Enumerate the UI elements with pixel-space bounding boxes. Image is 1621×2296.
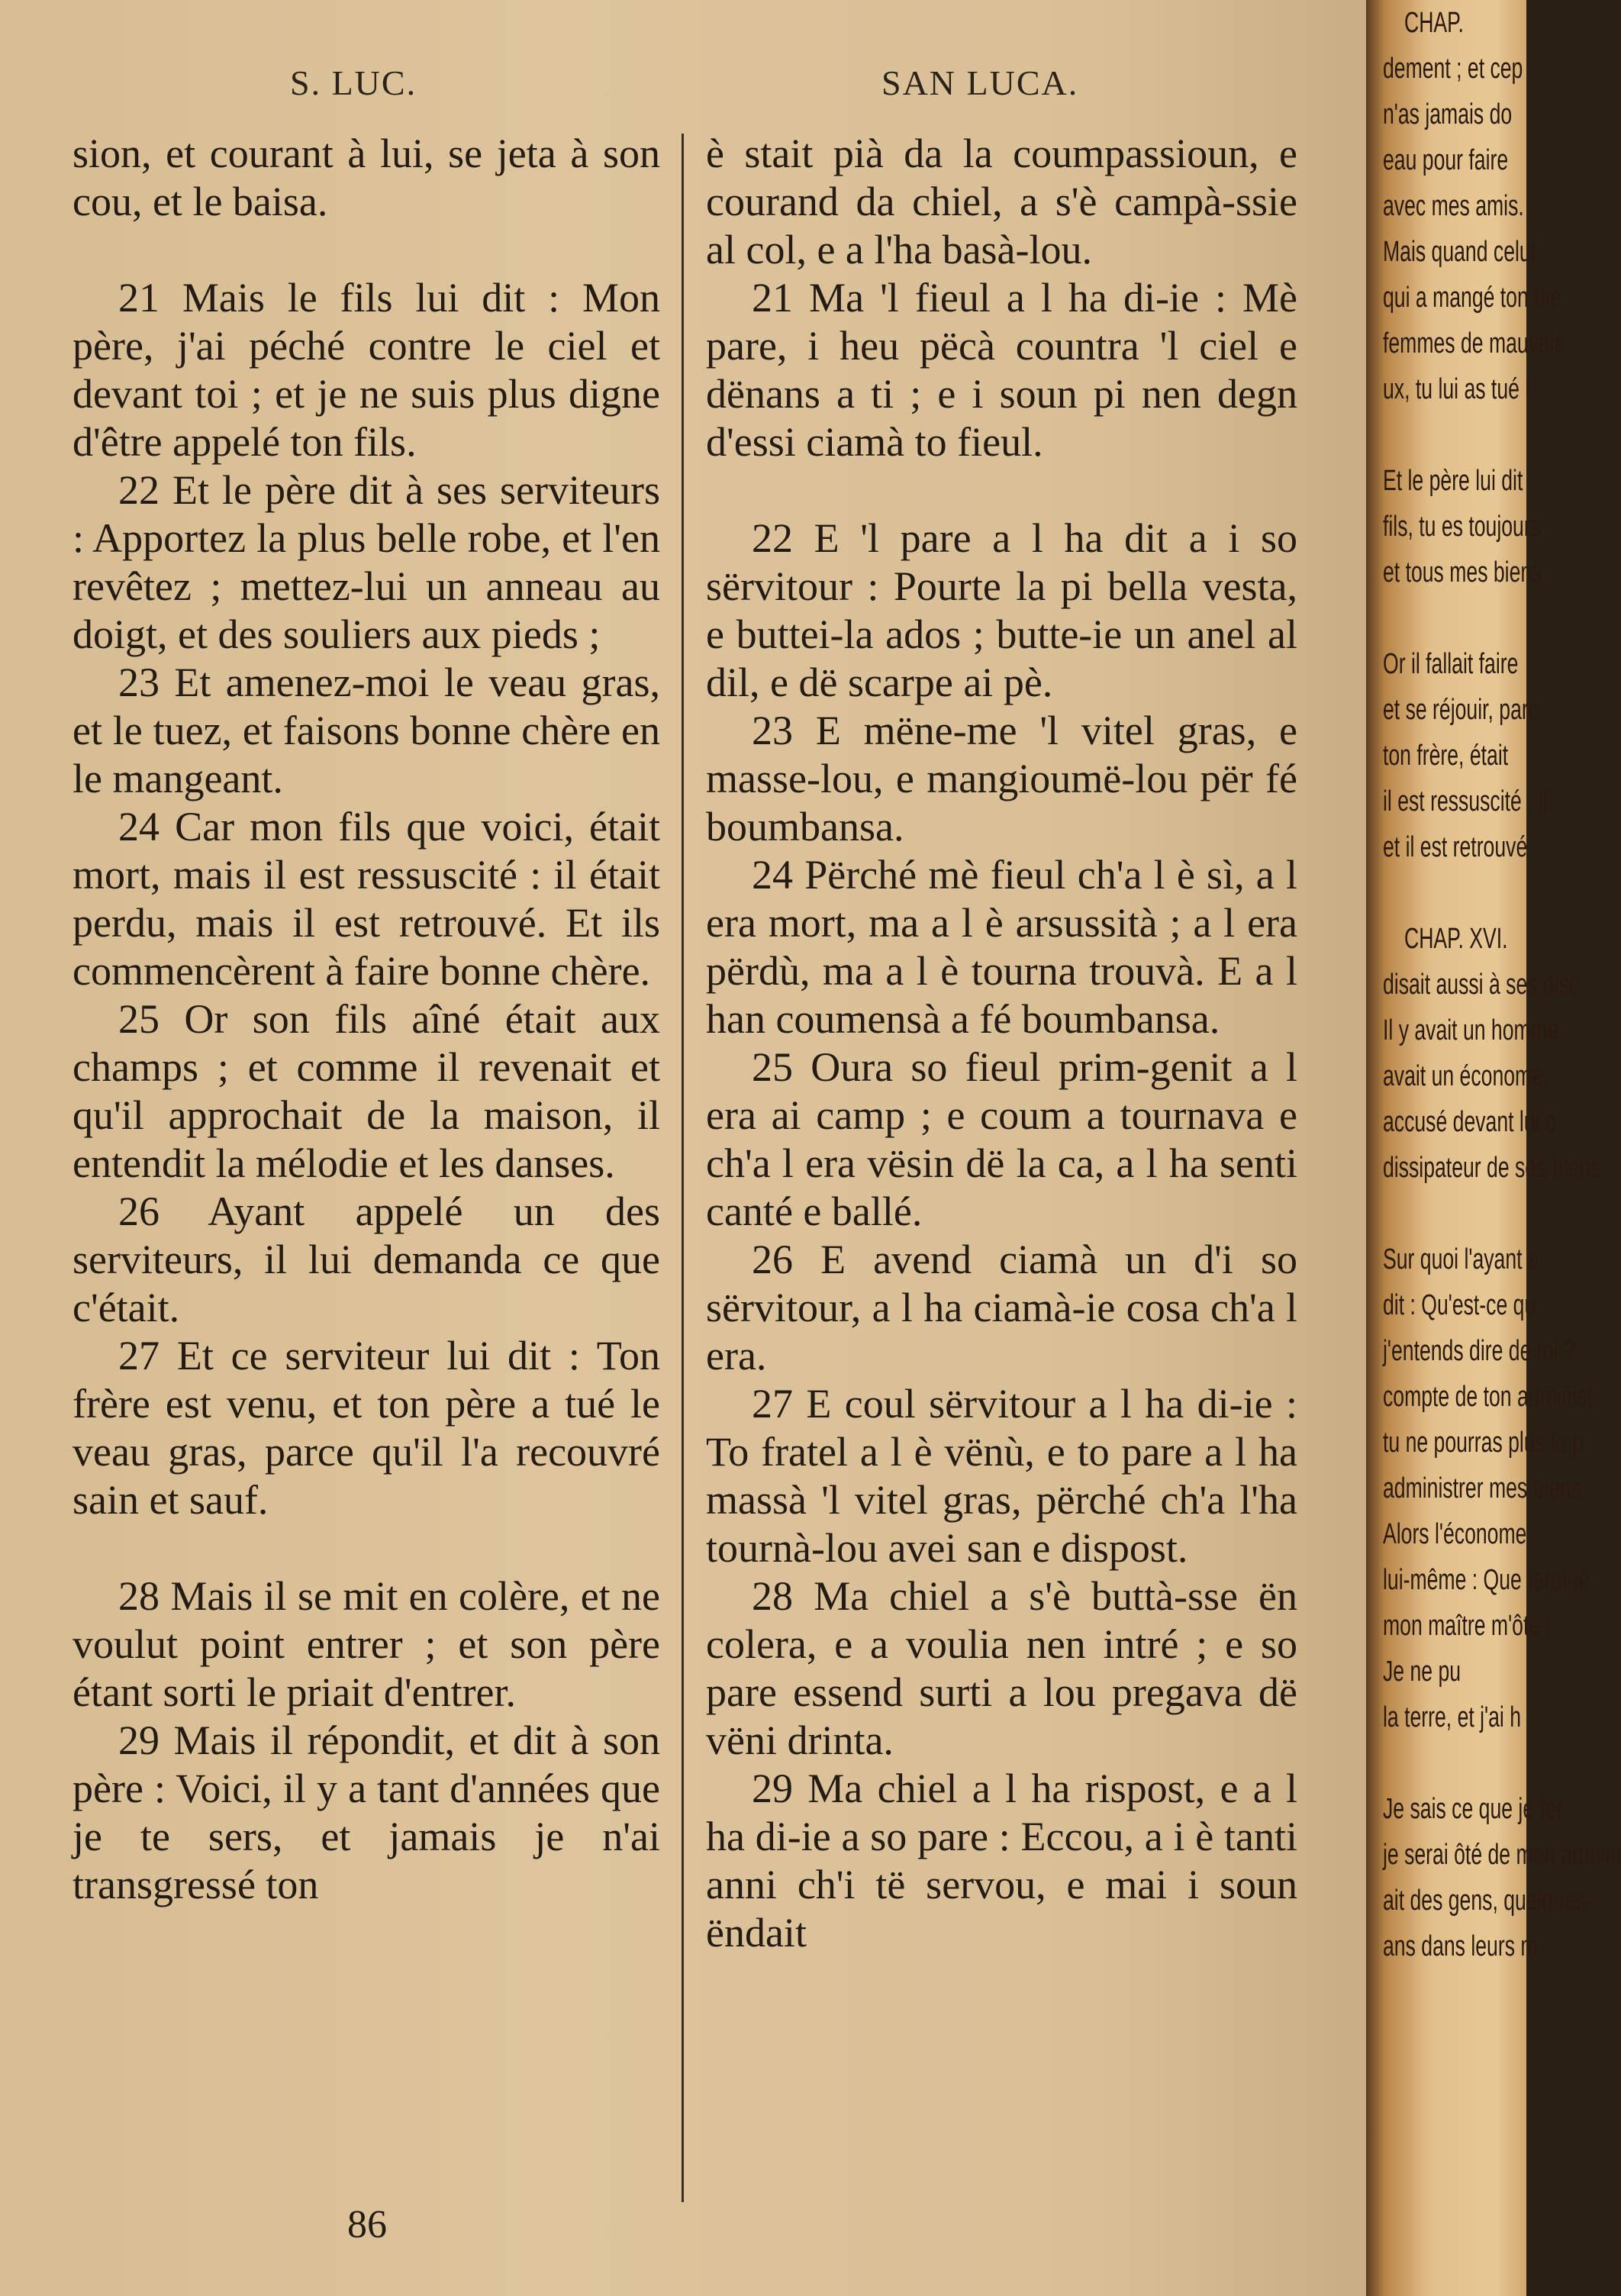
facing-page-line: il est ressuscité ; il <box>1383 785 1548 817</box>
facing-page-line: avec mes amis. <box>1383 190 1524 222</box>
facing-page-line: dit : Qu'est-ce qu <box>1383 1289 1536 1321</box>
facing-page-line: Il y avait un homme <box>1383 1014 1559 1046</box>
right-column-title: SAN LUCA. <box>881 63 1079 102</box>
verse-paragraph: 25 Oura so fieul prim-genit a l era ai camp ; e coum a tournava e ch'a l era vësin dë la ca, a l ha senti canté e ballé. <box>706 1044 1297 1234</box>
verse-paragraph: 22 Et le père dit à ses serviteurs : Apportez la plus belle robe, et l'en revêtez ; mettez-lui un anneau au doigt, et des souliers aux pieds ; <box>73 467 660 657</box>
verse-paragraph: 23 E mëne-me 'l vitel gras, e masse-lou, e mangioumë-lou për fé boumbansa. <box>706 708 1297 850</box>
facing-page-edge <box>1366 0 1621 2296</box>
facing-page-line: administrer mes biens <box>1383 1472 1582 1504</box>
verse-paragraph: 22 E 'l pare a l ha dit a i so sërvitour : Pourte la pi bella vesta, e buttei-la ados ; butte-ie un anel al dil, e dë scarpe ai pè. <box>706 515 1297 705</box>
facing-page-line: Mais quand celui <box>1383 236 1536 268</box>
facing-page-line: ans dans leurs m <box>1383 1930 1538 1962</box>
verse-paragraph: 27 E coul sërvitour a l ha di-ie : To fratel a l è vënù, e to pare a l ha massà 'l vitel gras, përché ch'a l'ha tournà-lou avei san e dispost. <box>706 1381 1297 1571</box>
verse-paragraph: 23 Et amenez-moi le veau gras, et le tuez, et faisons bonne chère en le mangeant. <box>73 659 660 801</box>
facing-page-line: Et le père lui dit : <box>1383 465 1535 497</box>
facing-page-line: femmes de mauvais <box>1383 327 1565 360</box>
facing-page-line: compte de ton administ <box>1383 1381 1594 1413</box>
piedmontese-column <box>706 130 1297 1957</box>
facing-page-line: dement ; et cep <box>1383 53 1523 85</box>
verse-paragraph: 21 Mais le fils lui dit : Mon père, j'ai péché contre le ciel et devant toi ; et je ne suis plus digne d'être appelé ton fils. <box>73 275 660 465</box>
verse-paragraph: 28 Ma chiel a s'è buttà-sse ën colera, e a voulia nen intré ; e so pare essend surti a lou pregava dë vëni drinta. <box>706 1573 1297 1763</box>
verse-paragraph: 26 E avend ciamà un d'i so sërvitour, a l ha ciamà-ie cosa ch'a l era. <box>706 1237 1297 1379</box>
verse-paragraph: 29 Ma chiel a l ha rispost, e a l ha di-ie a so pare : Eccou, a i è tanti anni ch'i të servou, e mai i soun ëndait <box>706 1766 1297 1956</box>
facing-page-line: ux, tu lui as tué l <box>1383 373 1530 405</box>
facing-page-line: accusé devant lui c <box>1383 1106 1556 1138</box>
facing-page-line: je serai ôté de mon admini <box>1383 1839 1621 1871</box>
facing-page-line <box>1383 412 1506 458</box>
left-column-title: S. LUC. <box>290 63 417 102</box>
facing-page-line: et tous mes biens <box>1383 556 1542 589</box>
facing-page-line: qui a mangé ton bie <box>1383 282 1561 314</box>
verse-paragraph: sion, et courant à lui, se jeta à son cou, et le baisa. <box>73 131 660 224</box>
facing-page-line <box>1383 870 1506 916</box>
facing-page-line: Or il fallait faire <box>1383 648 1519 680</box>
page-number: 86 <box>347 2203 387 2246</box>
facing-page-line: et se réjouir, parc <box>1383 694 1539 726</box>
facing-page-text <box>1383 0 1621 1969</box>
facing-page-line: lui-même : Que ferai-je <box>1383 1564 1590 1596</box>
facing-page-line: fils, tu es toujours <box>1383 511 1541 543</box>
facing-page-line: mon maître m'ôte l <box>1383 1610 1551 1642</box>
facing-page-line: CHAP. XVI. <box>1404 923 1508 955</box>
facing-page-line: j'entends dire de toi ? <box>1383 1335 1576 1367</box>
facing-page-line: et il est retrouvé. <box>1383 831 1533 863</box>
facing-page-line: Alors l'économe <box>1383 1518 1527 1550</box>
verse-paragraph: 26 Ayant appelé un des serviteurs, il lui demanda ce que c'était. <box>73 1188 660 1330</box>
verse-paragraph: 24 Përché mè fieul ch'a l è sì, a l era mort, ma a l è arsussità ; a l era përdù, ma a l è tourna trouvà. E a l han coumensà a fé boumbansa. <box>706 852 1297 1042</box>
verse-paragraph: è stait pià da la coumpassioun, e courand da chiel, a s'è campà-ssie al col, e a l'ha basà-lou. <box>706 131 1297 272</box>
verse-paragraph: 27 Et ce serviteur lui dit : Ton frère est venu, et ton père a tué le veau gras, parce qu'il l'a recouvré sain et sauf. <box>73 1333 660 1523</box>
facing-page-line: Je ne pu <box>1383 1656 1461 1688</box>
verse-paragraph: 28 Mais il se mit en colère, et ne voulut point entrer ; et son père étant sorti le priait d'entrer. <box>73 1573 660 1715</box>
facing-page-line: eau pour faire <box>1383 144 1509 176</box>
facing-page-line: Sur quoi l'ayant a <box>1383 1243 1539 1275</box>
facing-page-line: Je sais ce que je fer <box>1383 1793 1564 1825</box>
verse-paragraph: 29 Mais il répondit, et dit à son père : Voici, il y a tant d'années que je te sers, et jamais je n'ai transgressé ton <box>73 1717 660 1907</box>
facing-page-line <box>1383 1740 1506 1786</box>
facing-page-line: dissipateur de ses biens. <box>1383 1152 1606 1184</box>
verse-paragraph: 25 Or son fils aîné était aux champs ; et comme il revenait et qu'il approchait de la maison, il entendit la mélodie et les danses. <box>73 996 660 1186</box>
facing-page-line: avait un économe, <box>1383 1060 1549 1092</box>
facing-page-line: tu ne pourras plus le p <box>1383 1427 1584 1459</box>
column-divider <box>682 134 684 2202</box>
facing-page-line: ait des gens, quelques- <box>1383 1885 1594 1917</box>
verse-paragraph: 24 Car mon fils que voici, était mort, mais il est ressuscité : il était perdu, mais il est retrouvé. Et ils commencèrent à faire bonne chère. <box>73 804 660 994</box>
facing-page-line: n'as jamais do <box>1383 98 1513 131</box>
facing-page-line <box>1383 1191 1506 1237</box>
french-column <box>73 130 660 1909</box>
facing-page-line: CHAP. <box>1404 7 1464 39</box>
facing-page-line: la terre, et j'ai h <box>1383 1701 1522 1733</box>
facing-page-line <box>1383 595 1506 641</box>
facing-page-line: disait aussi à ses disc <box>1383 969 1580 1001</box>
verse-paragraph: 21 Ma 'l fieul a l ha di-ie : Mè pare, i heu pëcà countra 'l ciel e dënans a ti ; e i soun pi nen degn d'essi ciamà to fieul. <box>706 275 1297 465</box>
facing-page-line: ton frère, était <box>1383 740 1509 772</box>
